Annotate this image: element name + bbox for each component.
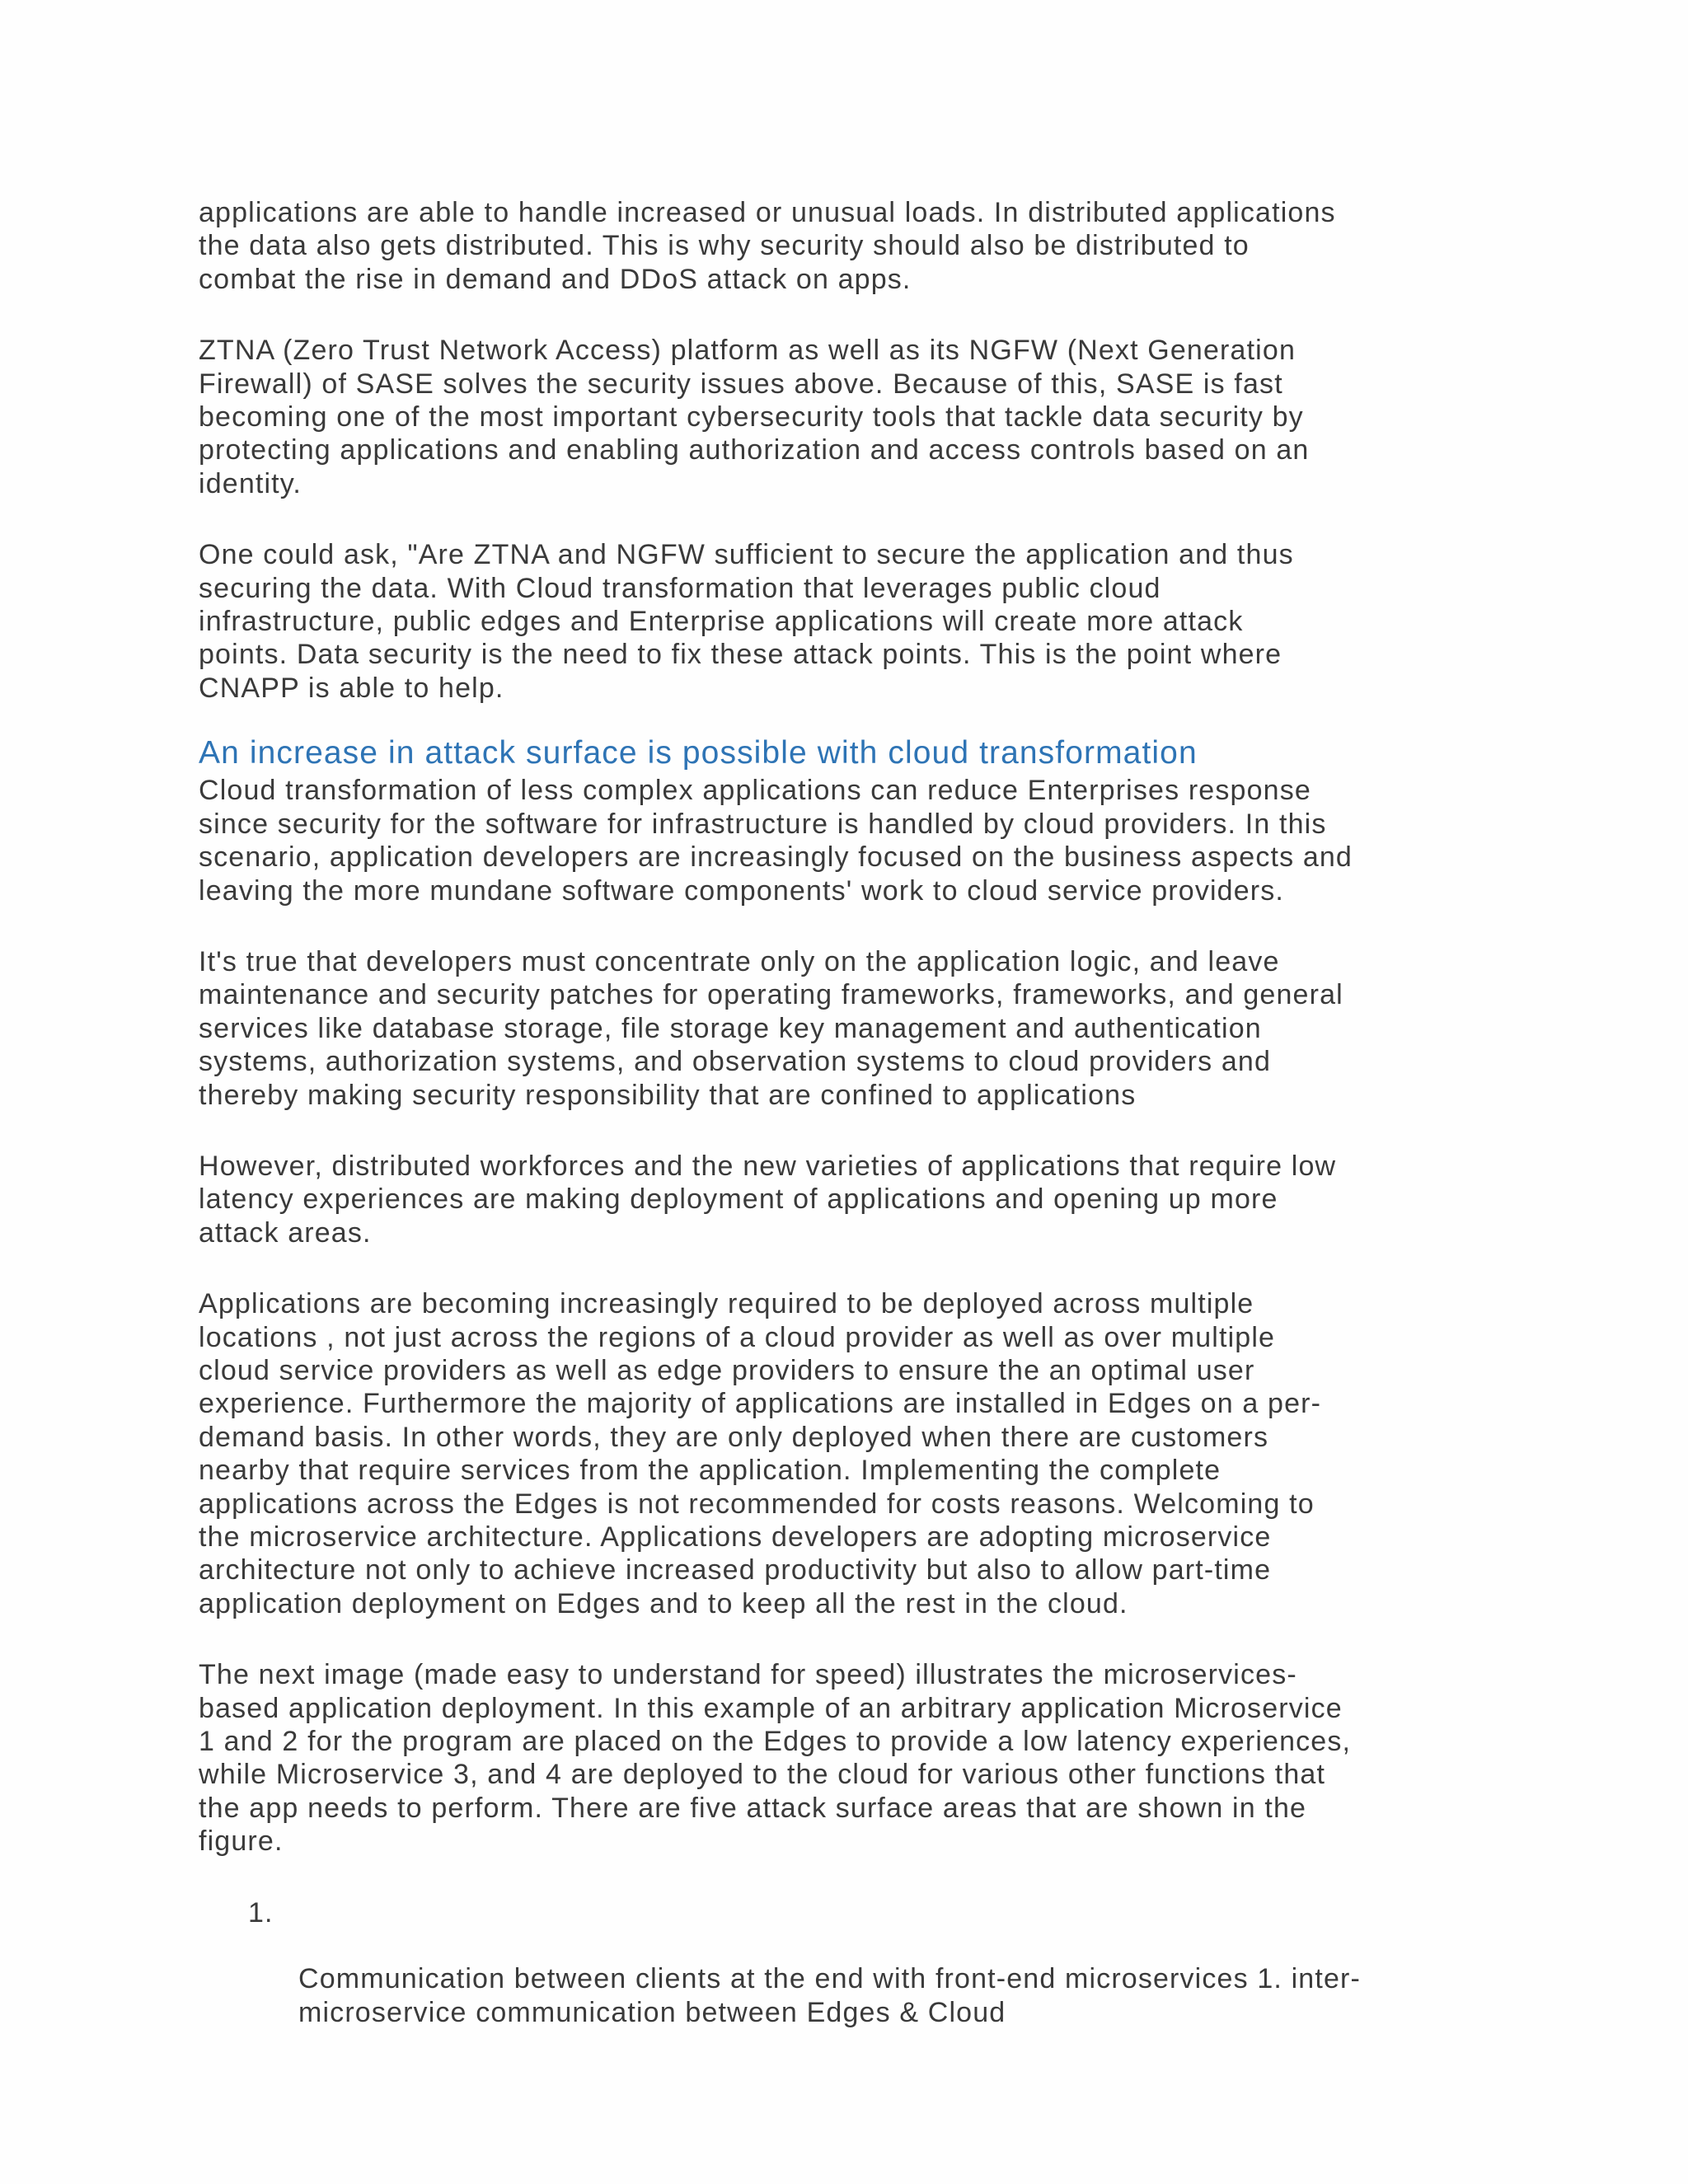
paragraph-distributed-security: applications are able to handle increased or unusual loads. In distributed applications the data also gets distributed. This is why security should also be distributed to combat the rise in demand and DDoS attack on apps.	[199, 197, 1336, 295]
paragraph-multi-location-deployment: Applications are becoming increasingly required to be deployed across multiple locations , not just across the regions of a cloud provider as well as over multiple cloud service providers as well as edge providers to ensure the an optimal user experience. Furthermore the majority of applications are installed in Edges on a per- demand basis. In other words, they are only deployed when there are customers nearby that require services from the application. Implementing the complete applications across the Edges is not recommended for costs reasons. Welcoming to the microservice architecture. Applications developers are adopting microservice architecture not only to achieve increased productivity but also to allow part-time application deployment on Edges and to keep all the rest in the cloud.	[199, 1288, 1322, 1619]
document-body	[199, 196, 1493, 2029]
attack-surface-list	[199, 1896, 1493, 2030]
paragraph-developer-focus: It's true that developers must concentrate only on the application logic, and leave maintenance and security patches for operating frameworks, frameworks, and general services like database storage, file storage key management and authentication systems, authorization systems, and observation systems to cloud providers and thereby making security responsibility that are confined to applications	[199, 945, 1343, 1111]
list-item-number: 1.	[248, 1896, 274, 1929]
paragraph-cloud-transformation: Cloud transformation of less complex applications can reduce Enterprises response since security for the software for infrastructure is handled by cloud providers. In this scenario, application developers are increasingly focused on the business aspects and leaving the more mundane software components' work to cloud service providers.	[199, 775, 1353, 907]
paragraph-ztna-sase: ZTNA (Zero Trust Network Access) platform as well as its NGFW (Next Generation Firewall) of SASE solves the security issues above. Because of this, SASE is fast becoming one of the most important cybersecurity tools that tackle data security by protecting applications and enabling authorization and access controls based on an identity.	[199, 335, 1310, 499]
paragraph-distributed-workforces: However, distributed workforces and the new varieties of applications that require low latency experiences are making deployment of applications and opening up more attack areas.	[199, 1150, 1337, 1249]
section-heading: An increase in attack surface is possible with cloud transformation	[199, 735, 1198, 771]
list-item	[199, 1896, 1493, 2030]
paragraph-microservices-example: The next image (made easy to understand for speed) illustrates the microservices- based application deployment. In this example of an arbitrary application Microservice 1 and 2 for the program are placed on the Edges to provide a low latency experiences, while Microservice 3, and 4 are deployed to the cloud for various other functions that the app needs to perform. There are five attack surface areas that are shown in the figure.	[199, 1659, 1352, 1858]
list-item-text: Communication between clients at the end with front-end microservices 1. inter- microservice communication between Edges & Cloud	[298, 1963, 1361, 2028]
paragraph-cnapp-question: One could ask, "Are ZTNA and NGFW sufficient to secure the application and thus securing the data. With Cloud transformation that leverages public cloud infrastructure, public edges and Enterprise applications will create more attack points. Data security is the need to fix these attack points. This is the point where CNAPP is able to help.	[199, 539, 1294, 704]
